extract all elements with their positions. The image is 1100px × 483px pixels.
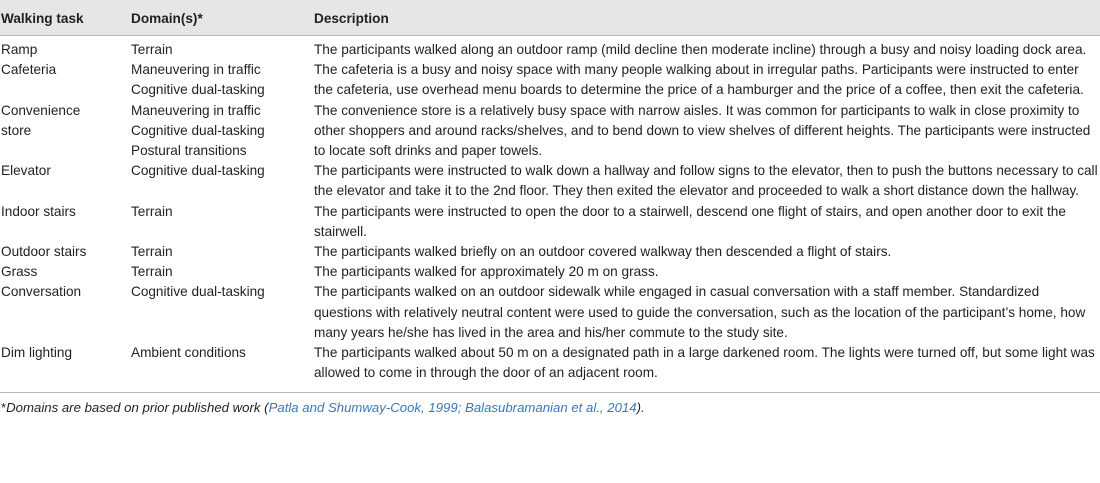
cell-domains [130, 242, 313, 262]
cell-walking-task [0, 343, 130, 393]
walking-task-line: Elevator [1, 163, 51, 179]
walking-task-line: Outdoor stairs [1, 244, 87, 260]
walking-task-line: Ramp [1, 42, 38, 57]
cell-description: The participants walked briefly on an outdoor covered walkway then descended a flight of stairs. [314, 244, 892, 260]
footnote-text: Domains are based on prior published work ( [6, 400, 269, 416]
cell-description: The cafeteria is a busy and noisy space with many people walking about in irregular paths. Participants were instructed to enter the cafeteria, use overhead menu boards to determine the price of a hamburger and the price of a coffee, then exit the cafeteria. [314, 62, 1084, 98]
cell-walking-task [0, 161, 130, 201]
cell-description: The participants were instructed to open the door to a stairwell, descend one flight of stairs, and open another door to exit the stairwell. [314, 203, 1066, 239]
domain-item: Ambient conditions [131, 345, 246, 361]
header-row [0, 0, 1100, 36]
cell-description: The participants walked along an outdoor ramp (mild decline then moderate incline) through a busy and noisy loading dock area. [314, 42, 1087, 57]
table-row [0, 101, 1100, 162]
cell-domains [130, 262, 313, 282]
walking-task-line: Convenience [1, 102, 81, 118]
cell-description: The participants walked on an outdoor sidewalk while engaged in casual conversation with a staff member. Standardized questions with relatively neutral content were used to guide the conversation, such as the location of the participant’s home, how many years he/she has lived in the area and his/her commute to the study site. [314, 284, 1086, 340]
domain-item: Cognitive dual-tasking [131, 122, 265, 138]
cell-domains [130, 36, 313, 61]
domain-item: Terrain [131, 264, 173, 280]
table-row [0, 161, 1100, 201]
domain-item: Maneuvering in traffic [131, 62, 261, 78]
table-row [0, 282, 1100, 343]
cell-domains [130, 60, 313, 100]
walking-task-line: store [1, 122, 32, 138]
cell-walking-task [0, 60, 130, 100]
cell-description: The participants were instructed to walk down a hallway and follow signs to the elevator, then to push the buttons necessary to call the elevator and take it to the 2nd floor. They then exited the elevator and proceeded to walk a short distance down the hallway. [314, 163, 1098, 199]
cell-walking-task [0, 101, 130, 162]
cell-walking-task [0, 242, 130, 262]
domain-item: Terrain [131, 42, 173, 57]
walking-task-line: Conversation [1, 284, 82, 300]
table-row [0, 60, 1100, 100]
cell-walking-task [0, 262, 130, 282]
walking-task-line: Grass [1, 264, 38, 280]
cell-walking-task [0, 202, 130, 242]
footnote-symbol: * [1, 400, 7, 416]
walking-task-line: Dim lighting [1, 345, 73, 361]
table-header [0, 0, 1100, 36]
cell-domains [130, 282, 313, 343]
cell-walking-task [0, 282, 130, 343]
walking-task-line: Indoor stairs [1, 203, 76, 219]
table-row [0, 242, 1100, 262]
table-body [0, 36, 1100, 393]
cell-description: The participants walked about 50 m on a designated path in a large darkened room. The lights were turned off, but some light was allowed to come in through the door of an adjacent room. [313, 343, 1100, 393]
table-row [0, 262, 1100, 282]
walking-task-line: Cafeteria [1, 62, 57, 78]
table-row [0, 36, 1100, 61]
cell-description: The convenience store is a relatively busy space with narrow aisles. It was common for participants to walk in close proximity to other shoppers and around racks/shelves, and to bend down to view shelves of different heights. The participants were instructed to locate soft drinks and paper towels. [314, 102, 1091, 159]
domain-item: Cognitive dual-tasking [131, 82, 265, 98]
cell-description: The participants walked for approximately 20 m on grass. [314, 264, 659, 280]
cell-walking-task [0, 36, 130, 61]
footnote-citation-link[interactable]: Patla and Shumway-Cook, 1999; Balasubramanian et al., 2014 [268, 400, 637, 416]
header-walking-task: Walking task [0, 0, 130, 36]
footnote-end: ). [636, 400, 645, 416]
domain-item: Cognitive dual-tasking [131, 284, 265, 300]
table-row [0, 343, 1100, 393]
domain-item: Terrain [131, 244, 173, 260]
header-description: Description [313, 0, 1100, 36]
table-row [0, 202, 1100, 242]
domain-item: Maneuvering in traffic [131, 102, 261, 118]
header-domains: Domain(s)* [130, 0, 313, 36]
cell-domains [130, 343, 313, 393]
domain-item: Terrain [131, 203, 173, 219]
domain-item: Postural transitions [131, 143, 247, 159]
domain-item: Cognitive dual-tasking [131, 163, 265, 179]
table-footnote [0, 393, 1100, 417]
cell-domains [130, 202, 313, 242]
cell-domains [130, 161, 313, 201]
cell-domains [130, 101, 313, 162]
